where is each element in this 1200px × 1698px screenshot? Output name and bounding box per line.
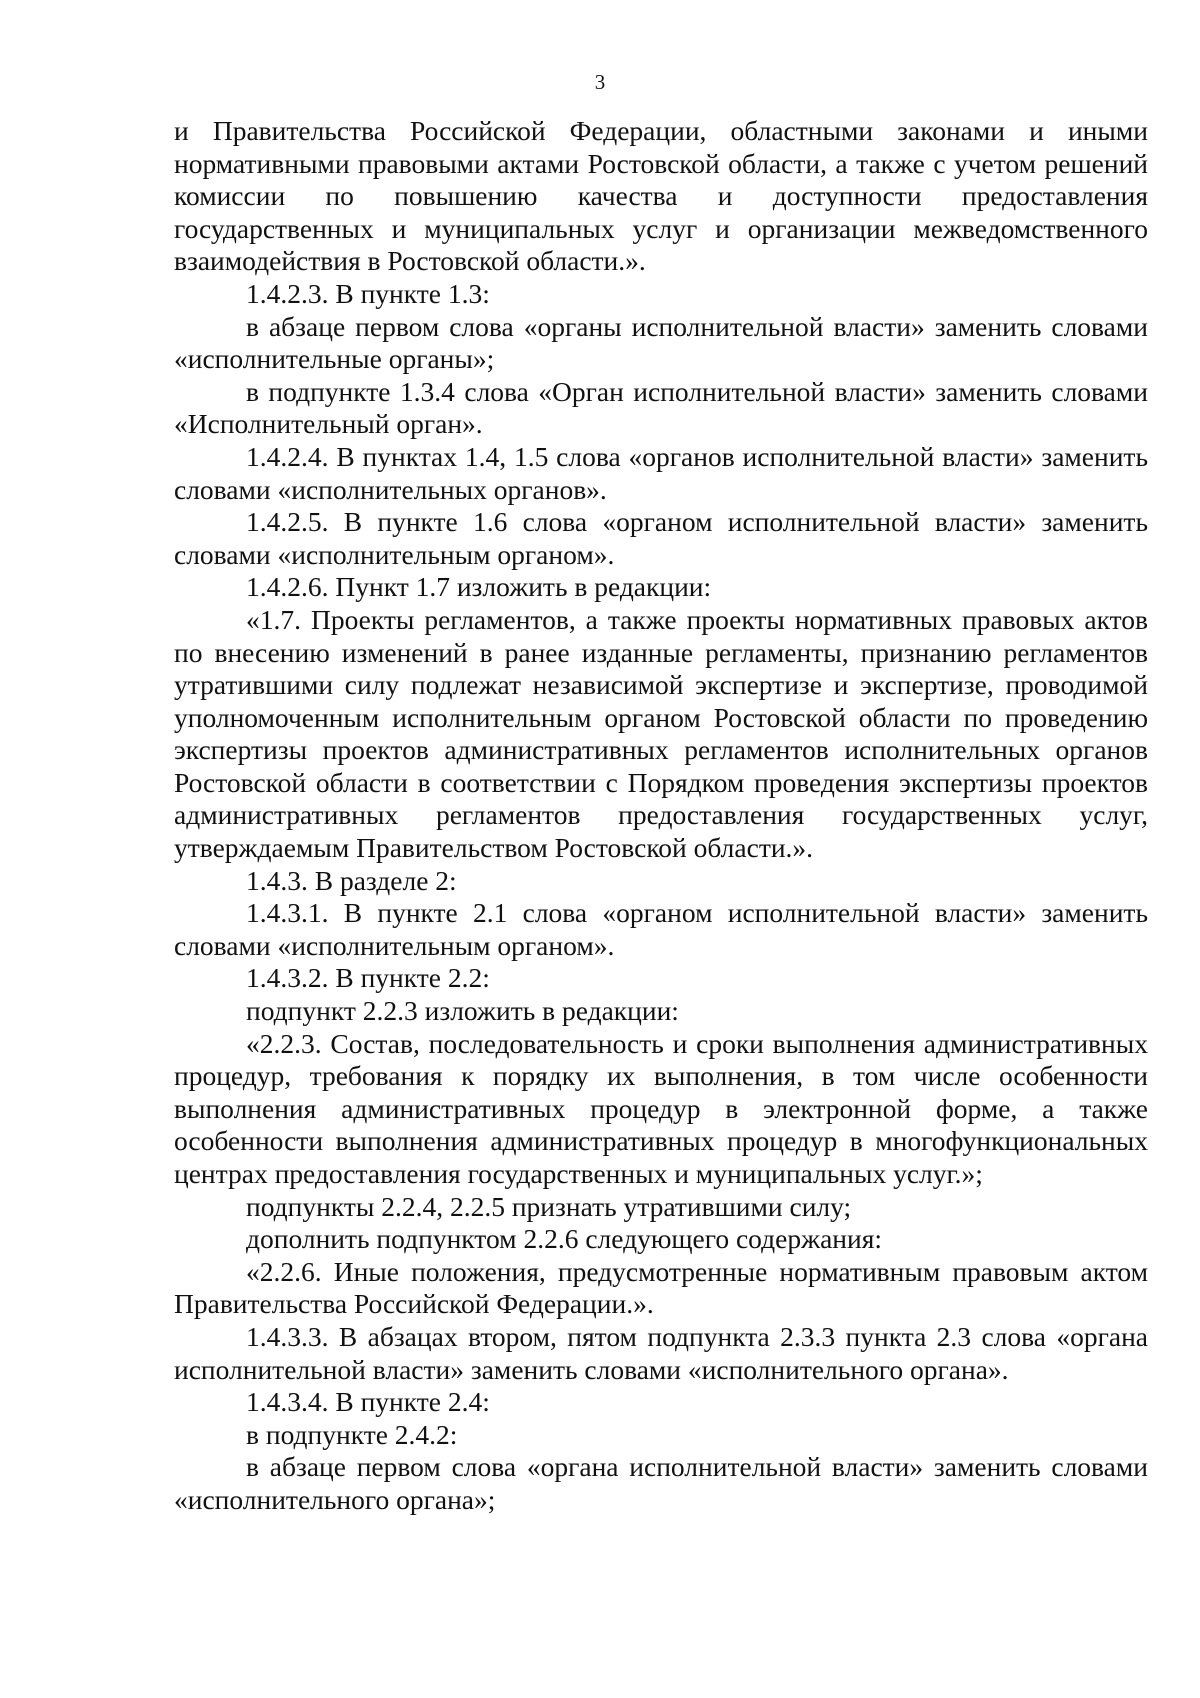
document-paragraph: и Правительства Российской Федерации, областными законами и иными нормативными правовыми актами Ростовской области, а также с учетом решений комиссии по повышению качества и доступности предоставления государственных и муниципальных услуг и организации межведомственного взаимодействия в Ростовской области.». <box>174 115 1148 277</box>
document-paragraph: 1.4.2.4. В пунктах 1.4, 1.5 слова «органов исполнительной власти» заменить словами «исполнительных органов». <box>174 440 1148 505</box>
document-paragraph: 1.4.2.6. Пункт 1.7 изложить в редакции: <box>246 571 712 603</box>
document-body <box>174 115 1148 1517</box>
document-paragraph: 1.4.3.2. В пункте 2.2: <box>246 962 490 994</box>
document-paragraph: в подпункте 2.4.2: <box>246 1418 458 1450</box>
document-paragraph: в абзаце первом слова «органы исполнительной власти» заменить словами «исполнительные органы»; <box>174 310 1148 375</box>
document-paragraph: дополнить подпунктом 2.2.6 следующего содержания: <box>246 1223 883 1255</box>
document-paragraph: 1.4.2.3. В пункте 1.3: <box>246 277 490 309</box>
document-paragraph: в подпункте 1.3.4 слова «Орган исполнительной власти» заменить словами «Исполнительный орган». <box>174 375 1148 440</box>
document-paragraph: 1.4.3.3. В абзацах втором, пятом подпункта 2.3.3 пункта 2.3 слова «органа исполнительной власти» заменить словами «исполнительного органа». <box>174 1320 1148 1385</box>
document-paragraph: «2.2.6. Иные положения, предусмотренные нормативным правовым актом Правительства Российской Федерации.». <box>174 1255 1148 1320</box>
document-paragraph: 1.4.2.5. В пункте 1.6 слова «органом исполнительной власти» заменить словами «исполнительным органом». <box>174 506 1148 570</box>
document-paragraph: 1.4.3. В разделе 2: <box>246 864 457 896</box>
document-paragraph: подпункт 2.2.3 изложить в редакции: <box>246 995 679 1027</box>
document-paragraph: «2.2.3. Состав, последовательность и сроки выполнения административных процедур, требования к порядку их выполнения, в том числе особенности выполнения административных процедур в электронной форме, а также особенности выполнения административных процедур в многофункциональных центрах предоставления государственных и муниципальных услуг.»; <box>174 1027 1148 1189</box>
document-paragraph: в абзаце первом слова «органа исполнительной власти» заменить словами «исполнительного органа»; <box>174 1451 1148 1515</box>
document-paragraph: «1.7. Проекты регламентов, а также проекты нормативных правовых актов по внесению изменений в ранее изданные регламенты, признанию регламентов утратившими силу подлежат независимой экспертизе и экспертизе, проводимой уполномоченным исполнительным органом Ростовской области по проведению экспертизы проектов административных регламентов исполнительных органов Ростовской области в соответствии с Порядком проведения экспертизы проектов административных регламентов предоставления государственных услуг, утверждаемым Правительством Ростовской области.». <box>174 603 1148 864</box>
document-paragraph: 1.4.3.1. В пункте 2.1 слова «органом исполнительной власти» заменить словами «исполнительным органом». <box>174 897 1148 961</box>
document-paragraph: 1.4.3.4. В пункте 2.4: <box>246 1386 490 1418</box>
document-paragraph: подпункты 2.2.4, 2.2.5 признать утратившими силу; <box>246 1190 852 1222</box>
page-number: 3 <box>594 70 606 94</box>
